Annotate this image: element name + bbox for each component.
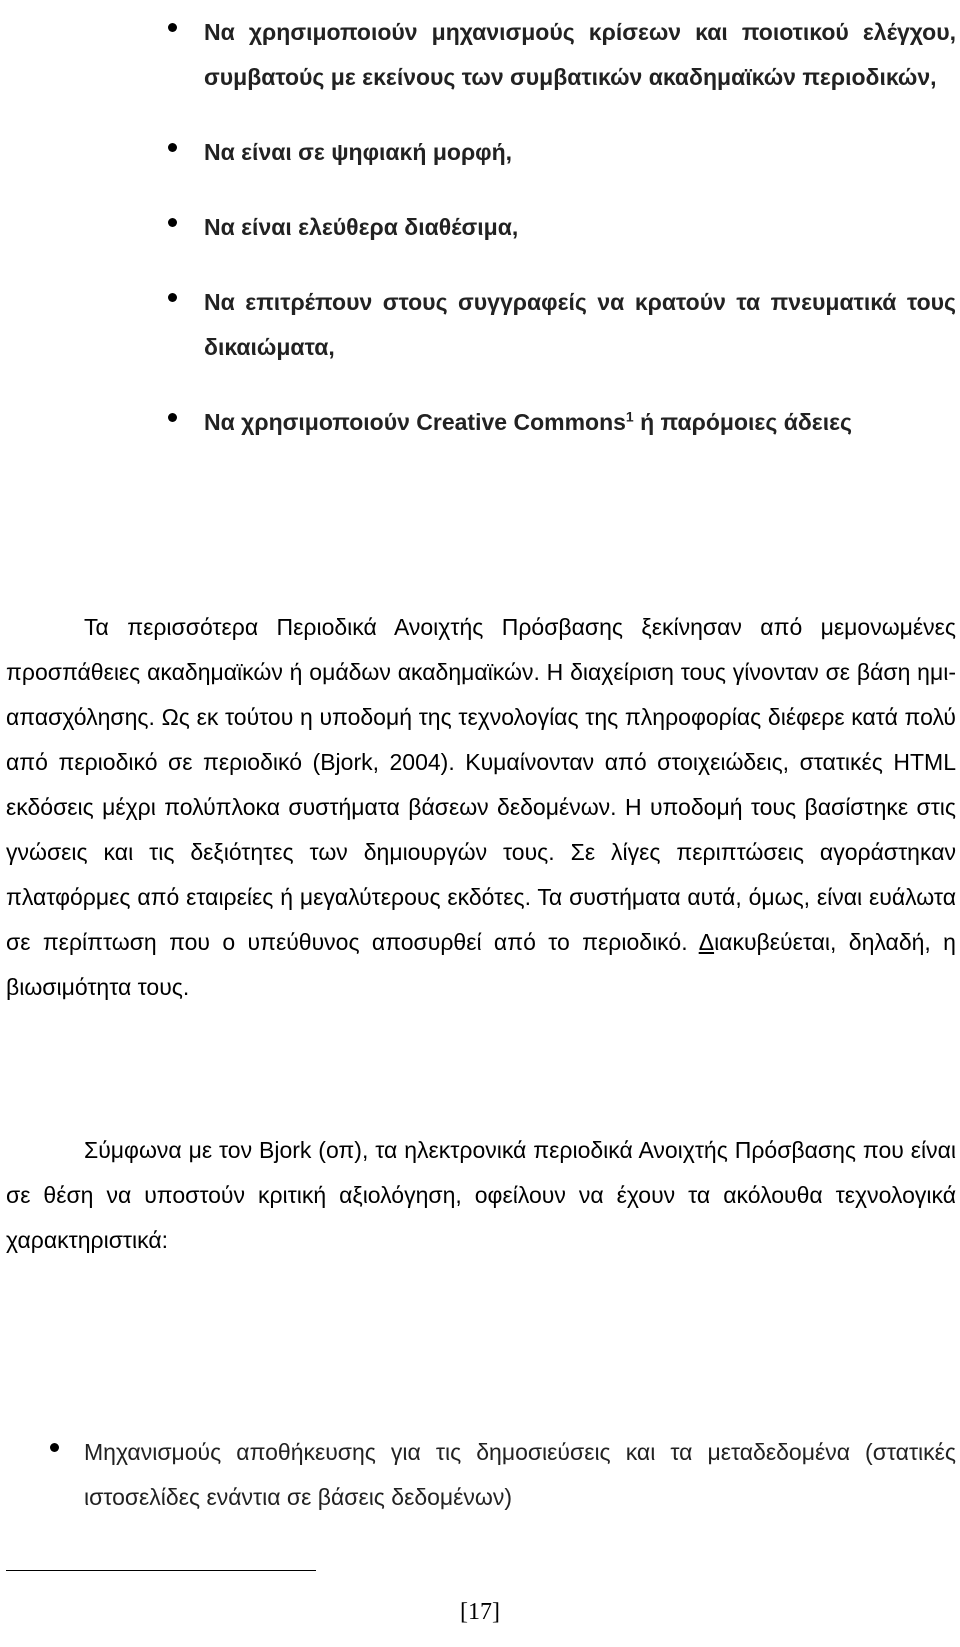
bullet-icon [168, 413, 177, 422]
requirements-list [0, 10, 960, 445]
list-item [0, 1430, 960, 1520]
list-item [0, 130, 960, 175]
footnote-reference: 1 [625, 408, 634, 425]
list-item [0, 205, 960, 250]
bullet-icon [168, 143, 177, 152]
list-item-text: Να χρησιμοποιούν μηχανισμούς κρίσεων και ποιοτικού ελέγχου, συμβατούς με εκείνους των συμβατικών ακαδημαϊκών περιοδικών, [204, 19, 956, 90]
list-item-text: Να είναι ελεύθερα διαθέσιμα, [204, 214, 519, 240]
bullet-icon [168, 218, 177, 227]
bullet-icon [168, 23, 177, 32]
paragraph-text: Τα περισσότερα Περιοδικά Ανοιχτής Πρόσβασης ξεκίνησαν από μεμονωμένες προσπάθειες ακαδημαϊκών ή ομάδων ακαδημαϊκών. Η διαχείριση τους γίνονταν σε βάση ημι-απασχόλησης. Ως εκ τούτου η υποδομή της τεχνολογίας της πληροφορίας διέφερε κατά πολύ από περιοδικό σε περιοδικό (Bjork, 2004). Κυμαίνονταν από στοιχειώδεις, στατικές HTML εκδόσεις μέχρι πολύπλοκα συστήματα βάσεων δεδομένων. Η υποδομή τους βασίστηκε στις γνώσεις και τις δεξιότητες των δημιουργών τους. Σε λίγες περιπτώσεις αγοράστηκαν πλατφόρμες από εταιρείες ή μεγαλύτερους εκδότες. Τα συστήματα αυτά, όμως, είναι ευάλωτα σε περίπτωση που ο υπεύθυνος αποσυρθεί από το περιοδικό. [6, 614, 956, 955]
list-item-text: Να χρησιμοποιούν Creative Commons [204, 409, 626, 435]
list-item-text: ή παρόμοιες άδειες [633, 409, 852, 435]
list-item-text: Να επιτρέπουν στους συγγραφείς να κρατούν τα πνευματικά τους δικαιώματα, [204, 289, 956, 360]
list-item [0, 280, 960, 370]
bullet-icon [50, 1443, 59, 1452]
paragraph-history [6, 605, 956, 1010]
list-item [0, 400, 960, 445]
footnote-separator [6, 1570, 316, 1571]
underlined-letter: Δ [698, 929, 715, 955]
list-item-text: Να είναι σε ψηφιακή μορφή, [204, 139, 513, 165]
paragraph-text: Σύμφωνα με τον Bjork (οπ), τα ηλεκτρονικά περιοδικά Ανοιχτής Πρόσβασης που είναι σε θέση να υποστούν κριτική αξιολόγηση, οφείλουν να έχουν τα ακόλουθα τεχνολογικά χαρακτηριστικά: [6, 1137, 956, 1253]
bullet-icon [168, 293, 177, 302]
list-item [0, 10, 960, 100]
tech-features-list [0, 1430, 960, 1520]
paragraph-text: ιακυβεύεται, δηλαδή, η βιωσιμότητα τους. [6, 929, 956, 1000]
list-item-text: Μηχανισμούς αποθήκευσης για τις δημοσιεύσεις και τα μεταδεδομένα (στατικές ιστοσελίδες ενάντια σε βάσεις δεδομένων) [84, 1439, 956, 1510]
page-number: [17] [460, 1599, 500, 1625]
paragraph-requirements [6, 1128, 956, 1263]
